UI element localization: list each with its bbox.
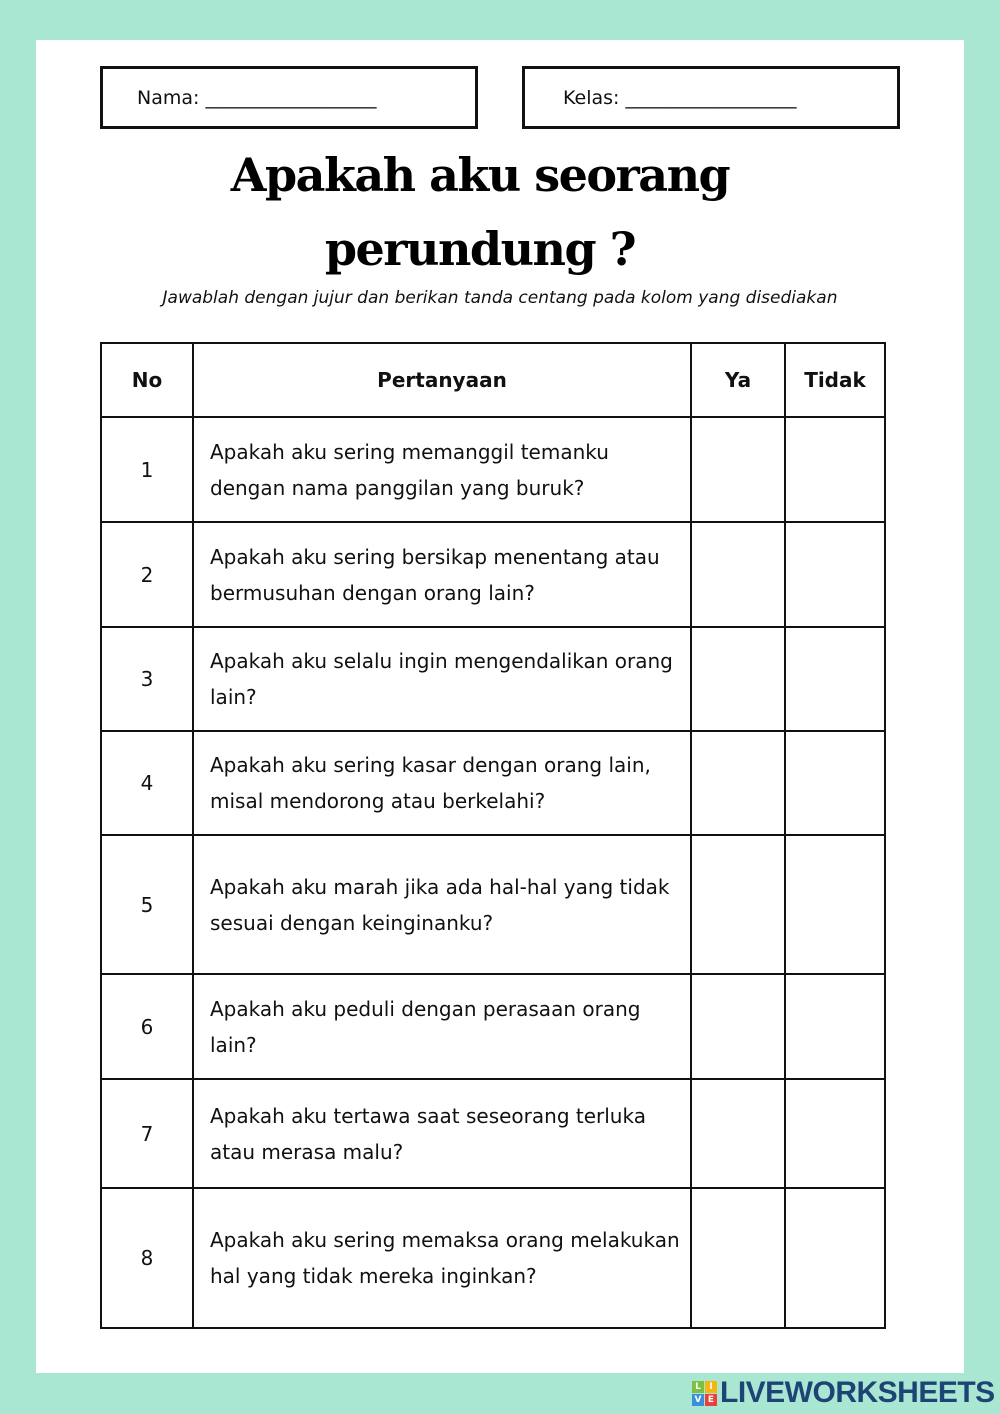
table-row: [101, 417, 885, 522]
question-text: Apakah aku marah jika ada hal-hal yang tidak sesuai dengan keinginanku?: [193, 835, 691, 974]
question-text: Apakah aku sering kasar dengan orang lain, misal mendorong atau berkelahi?: [193, 731, 691, 835]
table-row: [101, 731, 885, 835]
yes-checkbox-cell[interactable]: [691, 835, 785, 974]
question-text: Apakah aku selalu ingin mengendalikan orang lain?: [193, 627, 691, 731]
logo-text: LIVEWORKSHEETS: [720, 1376, 995, 1409]
question-text: Apakah aku sering memanggil temanku dengan nama panggilan yang buruk?: [193, 417, 691, 522]
table-row: [101, 974, 885, 1079]
table-row: [101, 835, 885, 974]
yes-checkbox-cell[interactable]: [691, 627, 785, 731]
row-number: 2: [101, 522, 193, 627]
header-question: Pertanyaan: [193, 343, 691, 417]
no-checkbox-cell[interactable]: [785, 1188, 885, 1328]
yes-checkbox-cell[interactable]: [691, 417, 785, 522]
no-checkbox-cell[interactable]: [785, 1079, 885, 1188]
table-row: [101, 522, 885, 627]
no-checkbox-cell[interactable]: [785, 974, 885, 1079]
yes-checkbox-cell[interactable]: [691, 974, 785, 1079]
row-number: 4: [101, 731, 193, 835]
class-field[interactable]: [522, 66, 900, 129]
questionnaire-table: [100, 342, 886, 1329]
no-checkbox-cell[interactable]: [785, 835, 885, 974]
question-text: Apakah aku tertawa saat seseorang terluka atau merasa malu?: [193, 1079, 691, 1188]
row-number: 5: [101, 835, 193, 974]
table-row: [101, 1188, 885, 1328]
yes-checkbox-cell[interactable]: [691, 731, 785, 835]
question-text: Apakah aku sering bersikap menentang atau bermusuhan dengan orang lain?: [193, 522, 691, 627]
header-yes: Ya: [691, 343, 785, 417]
logo-icon: L I V E: [692, 1381, 717, 1406]
title-line-1: Apakah aku seorang: [230, 148, 730, 202]
question-text: Apakah aku sering memaksa orang melakukan hal yang tidak mereka inginkan?: [193, 1188, 691, 1328]
no-checkbox-cell[interactable]: [785, 417, 885, 522]
yes-checkbox-cell[interactable]: [691, 522, 785, 627]
row-number: 1: [101, 417, 193, 522]
row-number: 7: [101, 1079, 193, 1188]
liveworksheets-logo: [692, 1376, 995, 1410]
name-label: Nama: __________________: [137, 86, 377, 109]
no-checkbox-cell[interactable]: [785, 522, 885, 627]
yes-checkbox-cell[interactable]: [691, 1188, 785, 1328]
row-number: 8: [101, 1188, 193, 1328]
yes-checkbox-cell[interactable]: [691, 1079, 785, 1188]
no-checkbox-cell[interactable]: [785, 627, 885, 731]
header-no: No: [101, 343, 193, 417]
name-field[interactable]: [100, 66, 478, 129]
instruction: Jawablah dengan jujur dan berikan tanda centang pada kolom yang disediakan: [162, 288, 838, 308]
no-checkbox-cell[interactable]: [785, 731, 885, 835]
table-row: [101, 1079, 885, 1188]
table-row: [101, 627, 885, 731]
row-number: 3: [101, 627, 193, 731]
question-text: Apakah aku peduli dengan perasaan orang lain?: [193, 974, 691, 1079]
row-number: 6: [101, 974, 193, 1079]
class-label: Kelas: __________________: [563, 86, 797, 109]
title-line-2: perundung ?: [324, 222, 636, 276]
header-no-answer: Tidak: [785, 343, 885, 417]
